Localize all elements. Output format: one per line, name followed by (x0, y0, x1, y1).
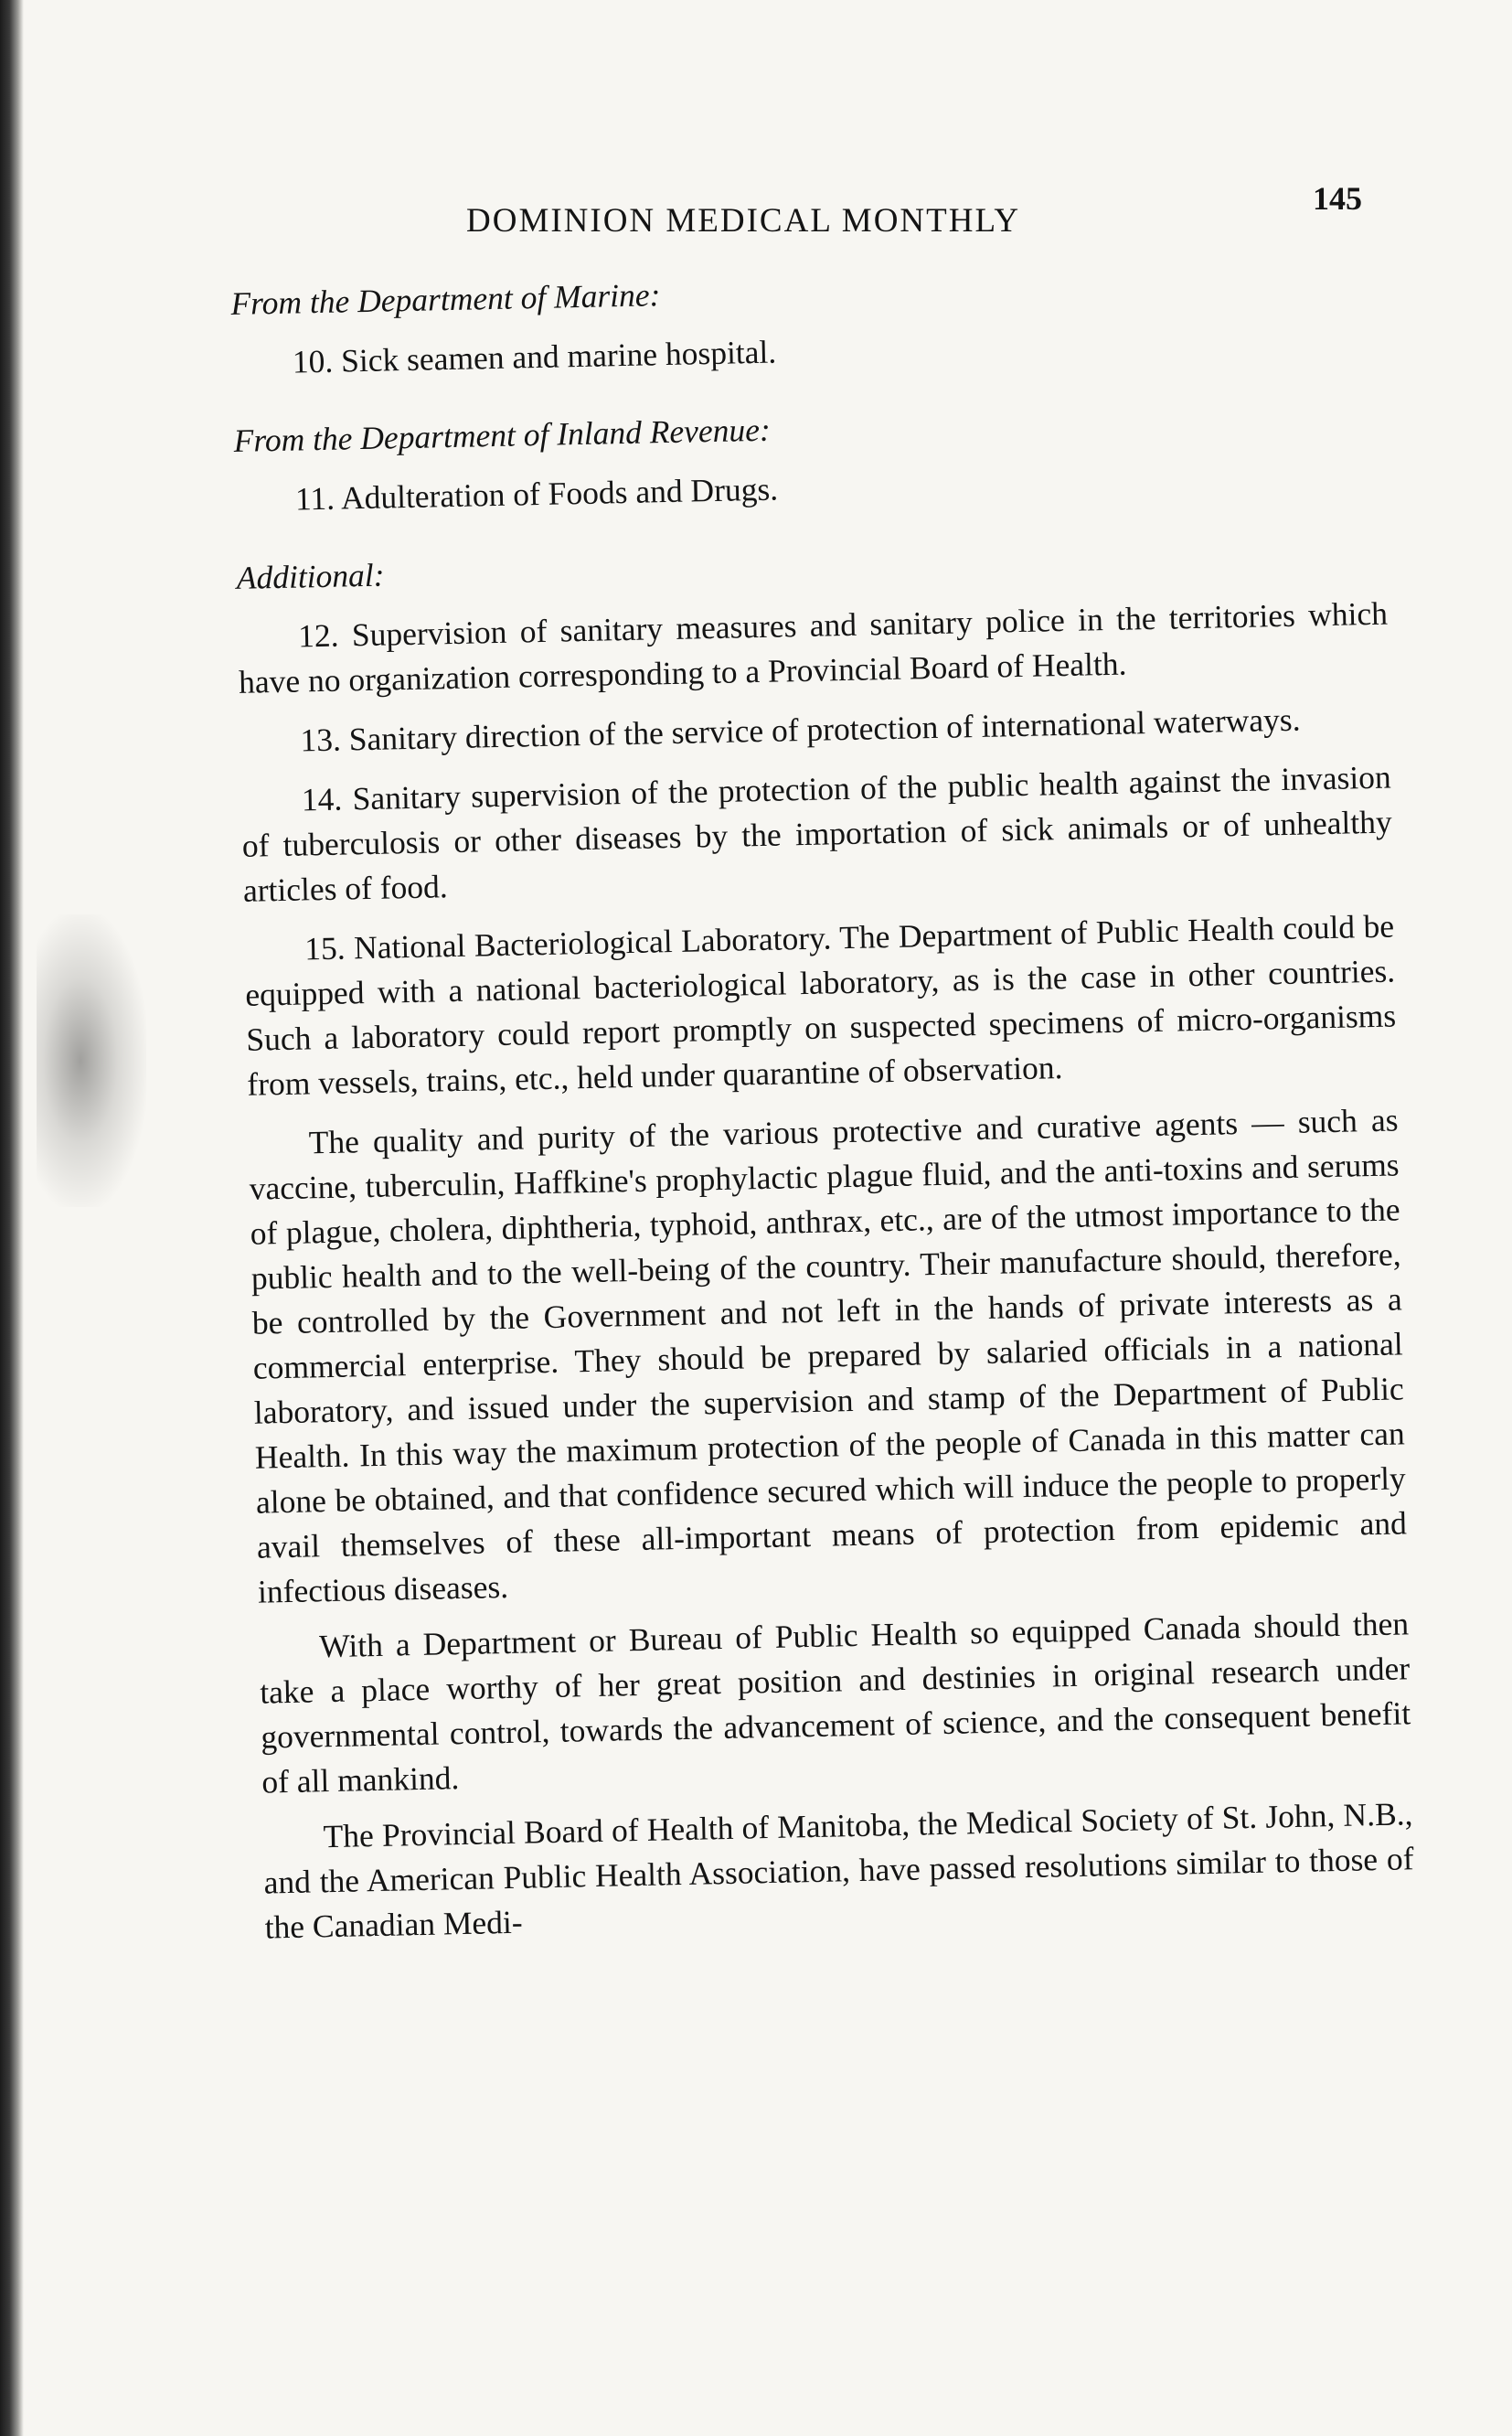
list-item-13: 13. Sanitary direction of the service of protection of international waterways. (300, 700, 1301, 759)
page-number: 145 (1313, 180, 1362, 217)
heading-additional: Additional: (236, 556, 385, 596)
scan-smudge (37, 914, 146, 1207)
paragraph-quality-and-purity: The quality and purity of the various protective and curative agents — such as vaccine, tuberculin, Haffkine's prophylactic plague fluid, and the anti-toxins and serums of plague, cholera, diphtheria, typhoid, anthrax, etc., are of the utmost importance to the public health and to the well-being of the country. Their manufacture should, therefore, be controlled by the Government and not left in the hands of private interests as a commercial enterprise. They should be prepared by salaried officials in a national laboratory, and issued under the supervision and stamp of the Department of Public Health. In this way the maximum protection of the people of Canada in this matter can alone be obtained, and that confidence secured which will induce the people to properly avail themselves of these all-important means of protection from epidemic and infectious diseases. (249, 1101, 1408, 1610)
paragraph-provincial-board: The Provincial Board of Health of Manitoba, the Medical Society of St. John, N.B., and the American Public Health Association, have passed resolutions similar to those of the Canadian Medi- (263, 1795, 1414, 1946)
list-item-15: 15. National Bacteriological Laboratory. The Department of Public Health could be equipped with a national bacteriological laboratory, as is the case in other countries. Such a laboratory could report promptly on suspected specimens of micro-organisms from vessels, trains, etc., held under quarantine of observation. (244, 907, 1397, 1103)
list-item-10: 10. Sick seamen and marine hospital. (292, 333, 777, 380)
list-item-14: 14. Sanitary supervision of the protection of the public health against the invasion of tuberculosis or other diseases by the importation of sick animals or of unhealthy articles of food. (241, 758, 1393, 909)
list-item-12: 12. Supervision of sanitary measures and sanitary police in the territories which have no organization corresponding to a Provincial Board of Health. (238, 594, 1389, 700)
page-body (230, 258, 1415, 1961)
paragraph-department-of-public-health: With a Department or Bureau of Public Health so equipped Canada should then take a place worthy of her great position and destinies in original research under governmental control, towards the advancement of science, and the consequent benefit of all mankind. (259, 1605, 1411, 1800)
heading-department-of-inland-revenue: From the Department of Inland Revenue: (233, 411, 772, 459)
list-item-11: 11. Adulteration of Foods and Drugs. (294, 470, 779, 518)
scan-binding-edge (0, 0, 24, 2436)
running-head: DOMINION MEDICAL MONTHLY (466, 202, 1021, 240)
heading-department-of-marine: From the Department of Marine: (230, 276, 661, 322)
